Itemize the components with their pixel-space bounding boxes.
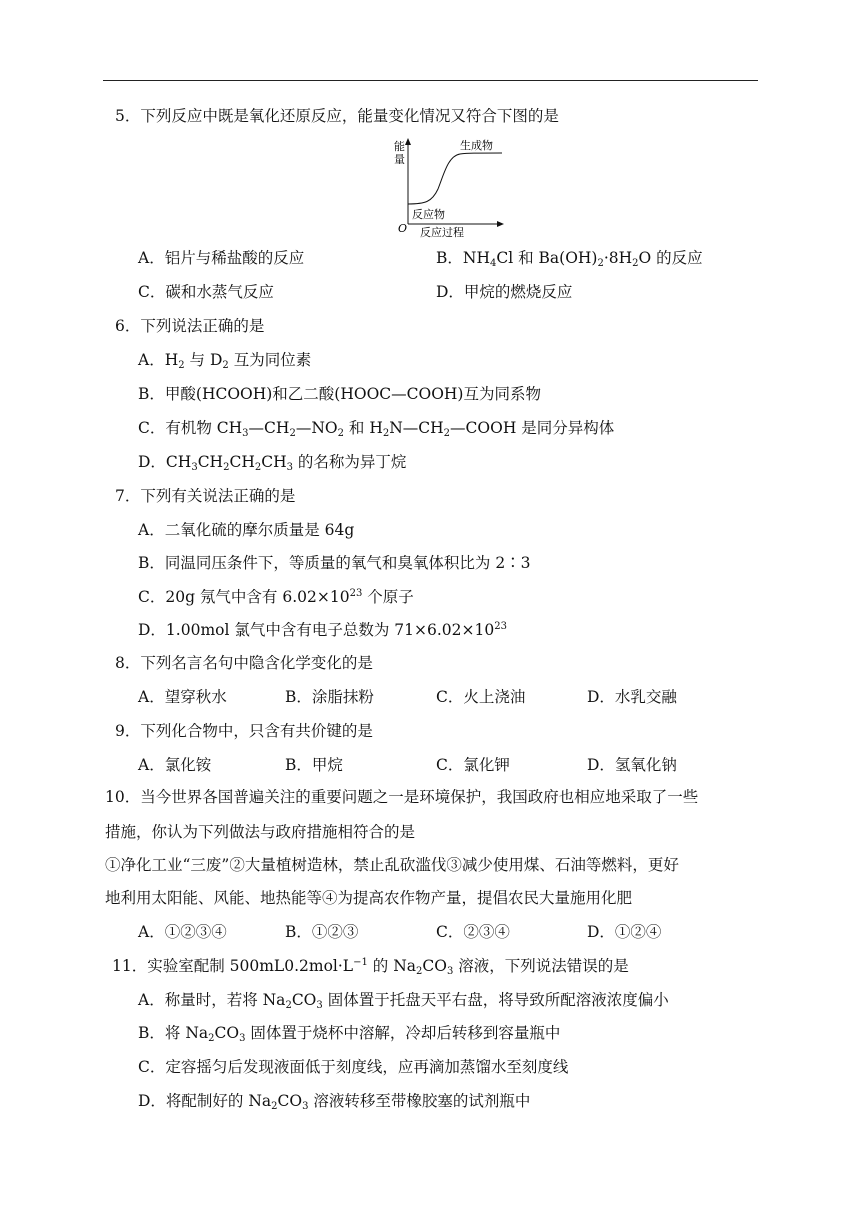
y-label-1: 能	[394, 140, 405, 153]
q7-option-b: B．同温同压条件下，等质量的氧气和臭氧体积比为 2∶3	[138, 554, 531, 572]
q7-option-c: C．20g 氖气中含有 $6.02\times 10^{23}$ 个原子	[138, 588, 414, 606]
q7-stem: 7．下列有关说法正确的是	[115, 487, 296, 505]
origin-label: O	[398, 222, 408, 235]
q11-option-c: C．定容摇匀后发现液面低于刻度线，应再滴加蒸馏水至刻度线	[138, 1058, 569, 1076]
energy-diagram	[380, 134, 510, 240]
q8-option-c: C．火上浇油	[436, 688, 526, 706]
q6-option-d: D．$CH_3CH_2CH_2CH_3$ 的名称为异丁烷	[138, 453, 407, 473]
q11-stem: 11．实验室配制 $500mL0.2mol\cdot L^{-1}$ 的 $Na_2CO_3$ 溶液，下列说法错误的是	[112, 957, 629, 977]
q8-option-d: D．水乳交融	[587, 688, 677, 706]
q5-stem: 5．下列反应中既是氧化还原反应，能量变化情况又符合下图的是	[115, 107, 559, 125]
q9-option-c: C．氯化钾	[436, 756, 510, 774]
q11-option-d: D．将配制好的 $Na_2CO_3$ 溶液转移至带橡胶塞的试剂瓶中	[138, 1092, 531, 1112]
q10-stem-line-4: 地利用太阳能、风能、地热能等④为提高农作物产量，提倡农民大量施用化肥	[105, 889, 633, 907]
y-axis-arrow	[405, 138, 411, 145]
q10-option-c: C．②③④	[436, 923, 510, 941]
q5-option-c: C．碳和水蒸气反应	[138, 283, 274, 301]
q9-stem: 9．下列化合物中，只含有共价键的是	[115, 722, 373, 740]
x-axis-arrow	[497, 221, 504, 227]
q6-option-b: B．甲酸(HCOOH)和乙二酸(HOOC—COOH)互为同系物	[138, 385, 541, 403]
reactant-label: 反应物	[412, 208, 445, 221]
q11-option-a: A．称量时，若将 $Na_2CO_3$ 固体置于托盘天平右盘，将导致所配溶液浓度偏小	[138, 991, 669, 1011]
q10-stem-line-1: 10．当今世界各国普遍关注的重要问题之一是环境保护，我国政府也相应地采取了一些	[105, 788, 699, 806]
header-rule	[103, 80, 758, 81]
q9-option-d: D．氢氧化钠	[587, 756, 677, 774]
y-label-2: 量	[394, 153, 405, 166]
q6-stem: 6．下列说法正确的是	[115, 317, 265, 335]
q10-stem-line-2: 措施，你认为下列做法与政府措施相符合的是	[105, 823, 416, 841]
q11-option-b: B．将 $Na_2CO_3$ 固体置于烧杯中溶解，冷却后转移到容量瓶中	[138, 1024, 561, 1044]
q7-option-d: D．1.00mol 氯气中含有电子总数为 $71\times 6.02\times 10^{23}$	[138, 621, 507, 639]
q10-stem-line-3: ①净化工业“三废”②大量植树造林，禁止乱砍滥伐③减少使用煤、石油等燃料，更好	[105, 856, 679, 874]
q5-option-a: A．铝片与稀盐酸的反应	[138, 249, 305, 267]
energy-curve	[408, 153, 502, 204]
x-label: 反应过程	[420, 226, 464, 239]
q5-option-b: B．$NH_4Cl$ 和 $Ba(OH)_2\cdot 8H_2O$ 的反应	[436, 249, 703, 269]
q8-stem: 8．下列名言名句中隐含化学变化的是	[115, 654, 373, 672]
q10-option-a: A．①②③④	[138, 923, 227, 941]
product-label: 生成物	[460, 139, 493, 152]
q5-option-d: D．甲烷的燃烧反应	[436, 283, 573, 301]
q8-option-a: A．望穿秋水	[138, 688, 227, 706]
q8-option-b: B．涂脂抹粉	[285, 688, 374, 706]
q10-option-b: B．①②③	[285, 923, 359, 941]
q6-option-c: C．有机物 $CH_3—CH_2—NO_2$ 和 $H_2N—CH_2—COOH$ 是同分异构体	[138, 419, 615, 439]
q6-option-a: A．$H_2$ 与 $D_2$ 互为同位素	[138, 351, 312, 371]
q10-option-d: D．①②④	[587, 923, 662, 941]
q9-option-a: A．氯化铵	[138, 756, 212, 774]
q9-option-b: B．甲烷	[285, 756, 343, 774]
q7-option-a: A．二氧化硫的摩尔质量是 64g	[138, 521, 355, 539]
